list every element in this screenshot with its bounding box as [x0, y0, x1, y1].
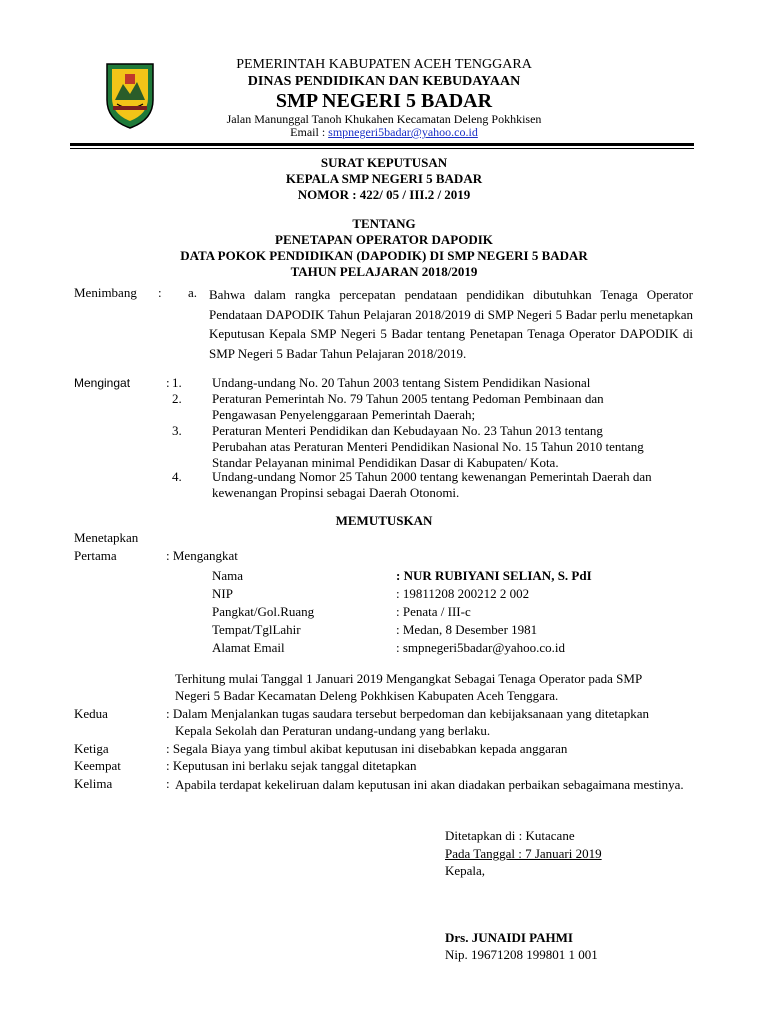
field-key: Nama	[212, 568, 244, 583]
ketiga-text: : Segala Biaya yang timbul akibat keputusan ini disebabkan kepada anggaran	[166, 741, 568, 756]
field-value: : 19811208 200212 2 002	[396, 586, 530, 601]
signature-place: Ditetapkan di : Kutacane	[445, 828, 575, 843]
mengingat-item-text: Undang-undang Nomor 25 Tahun 2000 tentang kewenangan Pemerintah Daerah dan	[212, 469, 652, 484]
menimbang-text: Bahwa dalam rangka percepatan pendataan pendidikan dibutuhkan Tenaga Operator Pendataan DAPODIK Tahun Pelajaran 2018/2019 di SMP Negeri 5 Badar perlu menetapkan Keputusan Kepala SMP Negeri 5 Badar tentang Penetapan Tenaga Operator DAPODIK di SMP Negeri 5 Badar Tahun Pelajaran 2018/2019.	[209, 287, 693, 361]
menimbang-label: Menimbang	[74, 285, 137, 300]
title-dapodik: DATA POKOK PENDIDIKAN (DAPODIK) DI SMP NEGERI 5 BADAR	[180, 248, 588, 263]
kedua-text: : Dalam Menjalankan tugas saudara tersebut berpedoman dan kebijaksanaan yang ditetapkan	[166, 706, 649, 721]
signature-name: Drs. JUNAIDI PAHMI	[445, 930, 573, 945]
mengingat-item-text: Peraturan Pemerintah No. 79 Tahun 2005 tentang Pedoman Pembinaan dan	[212, 391, 604, 406]
title-surat: SURAT KEPUTUSAN	[320, 155, 448, 170]
menimbang-item-no: a.	[188, 285, 198, 300]
title-kepala: KEPALA SMP NEGERI 5 BADAR	[285, 171, 483, 186]
mengingat-item-text: Undang-undang No. 20 Tahun 2003 tentang Sistem Pendidikan Nasional	[212, 375, 591, 390]
mengingat-item-text: Pengawasan Penyelenggaraan Pemerintah Daerah;	[212, 407, 476, 422]
header-line2: DINAS PENDIDIKAN DAN KEBUDAYAAN	[247, 74, 521, 89]
mengingat-item-text: Standar Pelayanan minimal Pendidikan Dasar di Kabupaten/ Kota.	[212, 455, 559, 470]
field-value: : NUR RUBIYANI SELIAN, S. PdI	[396, 568, 592, 583]
kedua-text: Kepala Sekolah dan Peraturan undang-undang yang berlaku.	[175, 723, 491, 738]
field-key: Pangkat/Gol.Ruang	[212, 604, 315, 619]
memutuskan-heading: MEMUTUSKAN	[335, 513, 433, 528]
header-rule-thick	[70, 143, 694, 146]
mengingat-item-no: 1.	[172, 375, 182, 390]
email-label: Email :	[290, 125, 329, 139]
title-nomor: NOMOR : 422/ 05 / III.2 / 2019	[297, 187, 471, 202]
title-tahun: TAHUN PELAJARAN 2018/2019	[290, 264, 478, 279]
header-address: Jalan Manunggal Tanoh Khukahen Kecamatan Deleng Pokhkisen	[226, 112, 542, 126]
mengingat-label: Mengingat	[74, 376, 131, 390]
header-email-line	[0, 125, 768, 140]
field-key: Tempat/TglLahir	[212, 622, 301, 637]
mengingat-item-no: 2.	[172, 391, 182, 406]
field-value: : smpnegeri5badar@yahoo.co.id	[396, 640, 566, 655]
mengingat-item-text: Perubahan atas Peraturan Menteri Pendidikan Nasional No. 15 Tahun 2010 tentang	[212, 439, 644, 454]
kelima-text: Apabila terdapat kekeliruan dalam keputusan ini akan diadakan perbaikan sebagaimana mestinya.	[175, 777, 684, 792]
signature-title: Kepala,	[445, 863, 486, 878]
email-link[interactable]: smpnegeri5badar@yahoo.co.id	[328, 125, 478, 139]
mengingat-item-no: 3.	[172, 423, 182, 438]
field-value: : Medan, 8 Desember 1981	[396, 622, 538, 637]
field-value: : Penata / III-c	[396, 604, 471, 619]
header-line1: PEMERINTAH KABUPATEN ACEH TENGGARA	[236, 57, 532, 72]
mengingat-item-no: 4.	[172, 469, 182, 484]
field-key: NIP	[212, 586, 233, 601]
kelima-colon: :	[166, 776, 170, 791]
keempat-text: : Keputusan ini berlaku sejak tanggal ditetapkan	[166, 758, 417, 773]
menimbang-colon: :	[158, 285, 162, 300]
ketiga-label: Ketiga	[74, 741, 109, 756]
mengingat-colon: :	[166, 375, 170, 390]
title-tentang: TENTANG	[352, 216, 416, 231]
title-penetapan: PENETAPAN OPERATOR DAPODIK	[275, 232, 493, 247]
school-name: SMP NEGERI 5 BADAR	[275, 90, 493, 112]
mengingat-item-text: Peraturan Menteri Pendidikan dan Kebudayaan No. 23 Tahun 2013 tentang	[212, 423, 603, 438]
kedua-label: Kedua	[74, 706, 108, 721]
field-key: Alamat Email	[212, 640, 285, 655]
header-rule-thin	[70, 148, 694, 149]
pertama-label: Pertama	[74, 548, 117, 563]
pertama-note: Negeri 5 Badar Kecamatan Deleng Pokhkisen Kabupaten Aceh Tenggara.	[175, 688, 559, 703]
menetapkan-label: Menetapkan	[74, 530, 139, 545]
mengingat-item-text: kewenangan Propinsi sebagai Daerah Otonomi.	[212, 485, 460, 500]
pertama-text: : Mengangkat	[166, 548, 238, 563]
kelima-label: Kelima	[74, 776, 113, 791]
keempat-label: Keempat	[74, 758, 121, 773]
pertama-note: Terhitung mulai Tanggal 1 Januari 2019 Mengangkat Sebagai Tenaga Operator pada SMP	[175, 671, 643, 686]
signature-nip: Nip. 19671208 199801 1 001	[445, 947, 598, 962]
signature-date: Pada Tanggal : 7 Januari 2019	[445, 846, 602, 861]
